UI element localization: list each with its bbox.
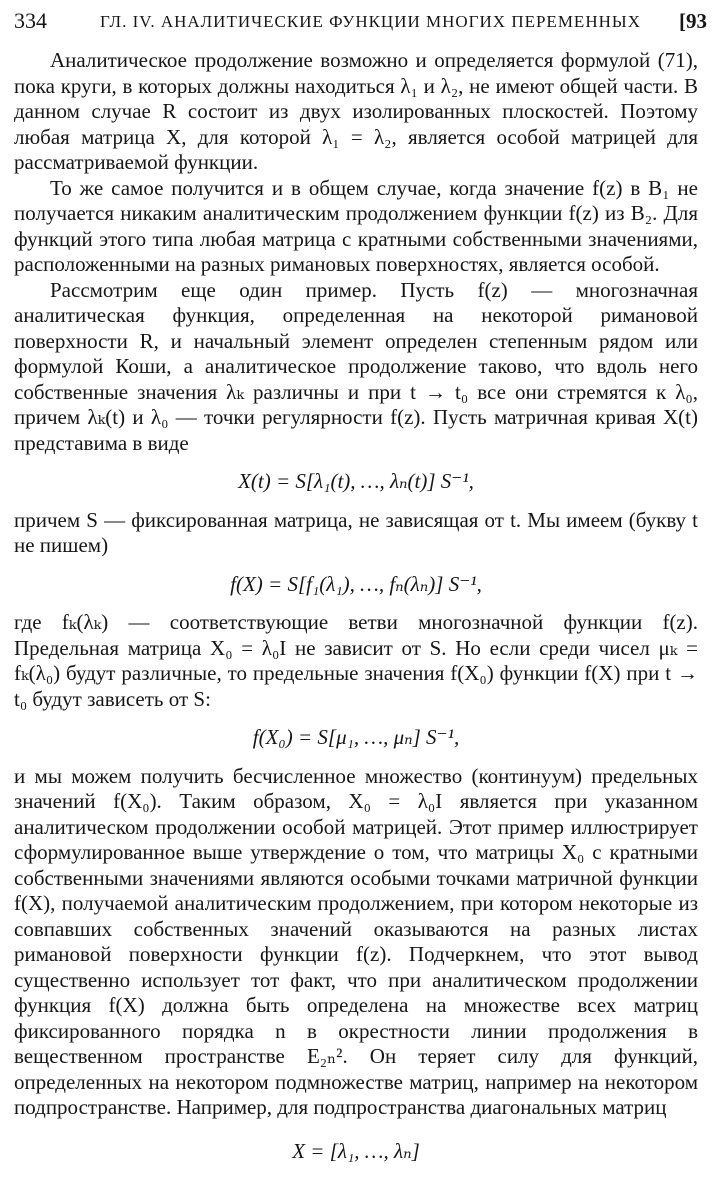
equation-3: f(X₀) = S[μ₁, …, μₙ] S⁻¹, [252,725,460,749]
running-title: ГЛ. IV. АНАЛИТИЧЕСКИЕ ФУНКЦИИ МНОГИХ ПЕРЕМЕННЫХ [100,12,641,31]
page-body [14,48,698,1177]
page-number: 334 [14,8,47,33]
equation-2: f(X) = S[f₁(λ₁), …, fₙ(λₙ)] S⁻¹, [230,571,482,596]
paragraph-4: причем S — фиксированная матрица, не зависящая от t. Мы имеем (букву t не пишем) [14,507,698,557]
section-number: [93 [679,9,707,33]
equation-1: X(t) = S[λ₁(t), …, λₙ(t)] S⁻¹, [238,469,474,493]
paragraph-5: где fₖ(λₖ) — соответствующие ветви многозначной функции f(z). Предельная матрица X₀ = λ₀I не зависит от S. Но если среди чисел μₖ = fₖ(λ₀) будут различные, то предельные значения f(X₀) функции f(X) при t → t₀ будут зависеть от S: [14,610,698,711]
equation-4: X = [λ₁, …, λₙ] [292,1138,420,1163]
paragraph-6: и мы можем получить бесчисленное множество (континуум) предельных значений f(X₀). Таким образом, X₀ = λ₀I является при указанном аналитическом продолжении особой матрицей. Этот пример иллюстрирует сформулированное выше утверждение о том, что матрицы X₀ с кратными собственными значениями являются особыми точками матричной функции f(X), получаемой аналитическим продолжением, при котором некоторые из совпавших собственных значений оказываются на разных листах римановой поверхности функции f(z). Подчеркнем, что этот вывод существенно использует тот факт, что при аналитическом продолжении функция f(X) должна быть определена на множестве всех матриц фиксированного порядка n в окрестности линии продолжения в вещественном пространстве E₂ₙ². Он теряет силу для функций, определенных на некотором подмножестве матриц, например на некотором подпространстве. Например, для подпространства диагональных матриц [14,763,698,1119]
paragraph-1: Аналитическое продолжение возможно и определяется формулой (71), пока круги, в которых должны находиться λ₁ и λ₂, не имеют общей части. В данном случае R состоит из двух изолированных плоскостей. Поэтому любая матрица X, для которой λ₁ = λ₂, является особой матрицей для рассматриваемой функции. [14,48,698,174]
paragraph-3: Рассмотрим еще один пример. Пусть f(z) — многозначная аналитическая функция, определенная на некоторой римановой поверхности R, и начальный элемент определен степенным рядом или формулой Коши, а аналитическое продолжение таково, что вдоль него собственные значения λₖ различны и при t → t₀ все они стремятся к λ₀, причем λₖ(t) и λ₀ — точки регулярности f(z). Пусть матричная кривая X(t) представима в виде [14,277,698,455]
page-header [14,8,707,40]
paragraph-2: То же самое получится и в общем случае, когда значение f(z) в B₁ не получается никаким аналитическим продолжением функции f(z) из B₂. Для функций этого типа любая матрица с кратными собственными значениями, расположенными на разных римановых поверхностях, является особой. [14,175,698,276]
